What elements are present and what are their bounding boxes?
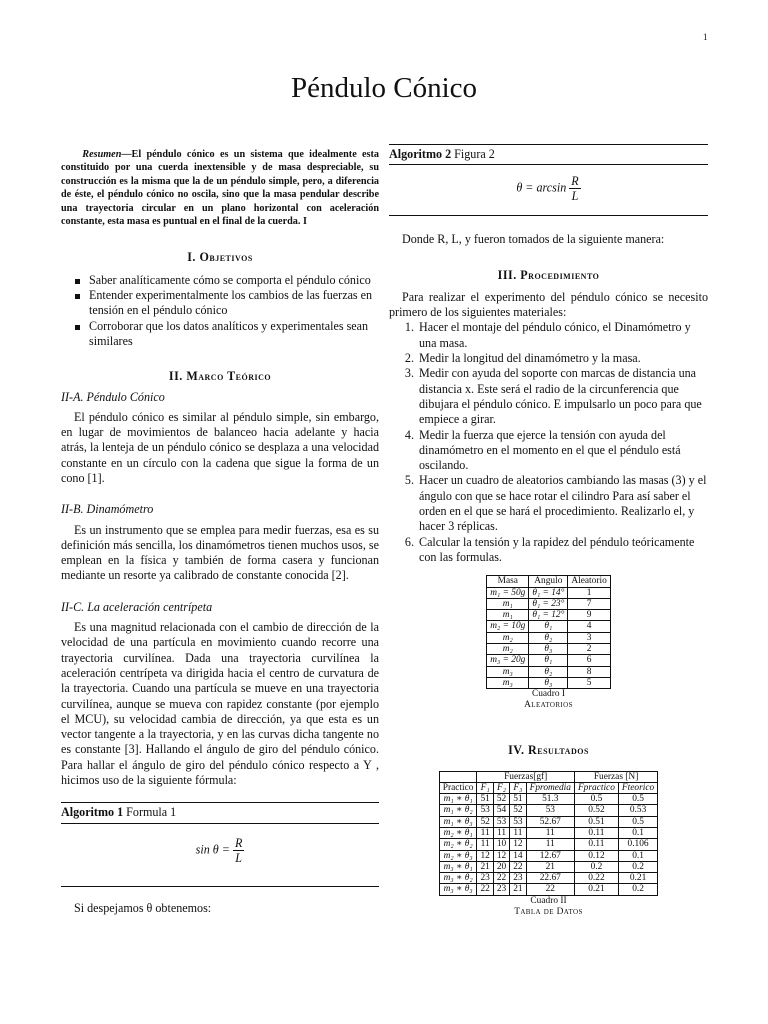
section-procedimiento-heading: III. Procedimiento — [497, 267, 600, 282]
table1-cell: θ₁ — [529, 655, 568, 666]
table1-cell: m₃ — [487, 677, 529, 688]
procedimiento-step: 1. Hacer el montaje del péndulo cónico, el Dinamómetro y una masa. — [417, 320, 708, 351]
abstract-label: Resumen — [82, 149, 122, 160]
table2-cell: 12.67 — [526, 850, 574, 861]
objetivo-item: Saber analíticamente cómo se comporta el péndulo cónico — [89, 273, 379, 288]
procedimiento-intro: Para realizar el experimento del péndulo cónico se necesito primero de los siguientes materiales: — [389, 289, 708, 320]
algorithm-2-numerator: R — [571, 174, 579, 189]
table2-cell: 53 — [510, 816, 526, 827]
table1-cell: 1 — [568, 587, 610, 598]
table2-cell: 23 — [477, 873, 493, 884]
objetivos-list — [61, 273, 379, 349]
table1-cell: m₂ — [487, 644, 529, 655]
table2-row — [439, 873, 657, 884]
table1-cell: 7 — [568, 598, 610, 609]
table2-cell: 52 — [477, 816, 493, 827]
subsection-b-title: II-B. Dinamómetro — [61, 502, 154, 517]
table2-header: Fpromedia — [526, 782, 574, 793]
table2-corner — [439, 771, 477, 782]
algorithm-2-fraction — [569, 174, 580, 203]
table1-row — [487, 621, 611, 632]
table2-header: F₂ — [493, 782, 509, 793]
table2-cell: 21 — [477, 861, 493, 872]
table2-cell: m₂ ∗ θ₃ — [439, 850, 477, 861]
table2-cell: m₃ ∗ θ₃ — [439, 884, 477, 895]
table2-row — [439, 794, 657, 805]
table2-cell: 22 — [477, 884, 493, 895]
table2-cell: 0.21 — [574, 884, 618, 895]
table1-cell: 8 — [568, 666, 610, 677]
table2-cell: 52 — [510, 805, 526, 816]
table1-cell: m₁ — [487, 610, 529, 621]
table1-row — [487, 677, 611, 688]
table2-cell: 11 — [510, 827, 526, 838]
table2-cell: 0.5 — [574, 794, 618, 805]
algorithm-1-denominator: L — [233, 850, 244, 865]
table2-cell: 11 — [493, 827, 509, 838]
right-column — [389, 144, 708, 918]
procedimiento-step: 3. Medir con ayuda del soporte con marcas de distancia una distancia x. Este será el radio de la circunferencia que dibujara el péndulo cónico. E impulsarlo un poco para que empiece a girar. — [417, 366, 708, 427]
table2-cell: 21 — [510, 884, 526, 895]
table2-cell: m₁ ∗ θ₃ — [439, 816, 477, 827]
table2-cell: 11 — [526, 827, 574, 838]
table2-header: Fteorico — [618, 782, 657, 793]
procedimiento-step: 2. Medir la longitud del dinamómetro y la masa. — [417, 351, 708, 366]
table2-cell: 12 — [477, 850, 493, 861]
table2-cell: 0.51 — [574, 816, 618, 827]
table2-cell: 53 — [493, 816, 509, 827]
table2-cell: 20 — [493, 861, 509, 872]
table2-cell: 53 — [477, 805, 493, 816]
table2-cell: 0.1 — [618, 850, 657, 861]
table2-cell: 0.11 — [574, 827, 618, 838]
table2-cell: 53 — [526, 805, 574, 816]
table1-cell: θ₃ — [529, 677, 568, 688]
table2-cell: m₃ ∗ θ₂ — [439, 873, 477, 884]
subsection-a-title: II-A. Péndulo Cónico — [61, 389, 165, 404]
procedimiento-steps — [389, 320, 708, 565]
subsection-a-text: El péndulo cónico es similar al péndulo simple, sin embargo, en lugar de movimientos de balanceo hacia adelante y hacia atrás, la lenteja de un péndulo cónico se desplaza a una velocidad constante en un círculo con la cadena que sigue la forma de un cono [1]. — [61, 409, 379, 485]
table2-cell: m₁ ∗ θ₂ — [439, 805, 477, 816]
table2-cell: 12 — [510, 839, 526, 850]
table1-cell: 5 — [568, 677, 610, 688]
section-marco-heading: II. Marco Teórico — [168, 369, 272, 384]
table2-cell: 51 — [510, 794, 526, 805]
table2-cell: 11 — [477, 827, 493, 838]
table2-cell: 0.106 — [618, 839, 657, 850]
table2-cell: m₂ ∗ θ₂ — [439, 839, 477, 850]
table2-cell: 0.21 — [618, 873, 657, 884]
table1-cell: θ₁ — [529, 621, 568, 632]
table2-cell: m₃ ∗ θ₁ — [439, 861, 477, 872]
objetivo-item: Entender experimentalmente los cambios de las fuerzas en tensión en el péndulo cónico — [89, 288, 379, 319]
table2-cell: 52.67 — [526, 816, 574, 827]
table2-cell: 0.22 — [574, 873, 618, 884]
table1-cell: 2 — [568, 644, 610, 655]
table2-cell: 0.53 — [618, 805, 657, 816]
table2-cell: 21 — [526, 861, 574, 872]
table1-cell: θ₃ — [529, 644, 568, 655]
section-resultados-heading: IV. Resultados — [508, 743, 589, 758]
table1-cell: m₁ — [487, 598, 529, 609]
table2-cell: 0.5 — [618, 794, 657, 805]
algorithm-1-numerator: R — [234, 835, 243, 850]
procedimiento-step: 5. Hacer un cuadro de aleatorios cambiando las masas (3) y el ángulo con que se hace rotar el cilindro Para así saber el orden en el que se hará el procedimiento. Realizarlo el, y hacer 3 réplicas. — [417, 473, 708, 534]
table2-row — [439, 827, 657, 838]
table2-group-header: Fuerzas[gf] — [477, 771, 574, 782]
table1-cell: 9 — [568, 610, 610, 621]
table-datos — [439, 771, 658, 896]
algorithm-1-label: Algoritmo 1 — [61, 805, 124, 820]
table2-cell: m₁ ∗ θ₁ — [439, 794, 477, 805]
table2-row — [439, 884, 657, 895]
table1-cell: 3 — [568, 632, 610, 643]
table2-cell: 0.5 — [618, 816, 657, 827]
abstract-dash: — — [121, 149, 132, 160]
table2-group-header: Fuerzas [N] — [574, 771, 657, 782]
table2-cell: 22.67 — [526, 873, 574, 884]
paper-title: Péndulo Cónico — [290, 72, 478, 104]
table1-header: Angulo — [529, 576, 568, 587]
table2-cell: m₂ ∗ θ₁ — [439, 827, 477, 838]
table2-header: Practico — [439, 782, 477, 793]
algorithm-2-body — [389, 165, 708, 216]
table1-row — [487, 598, 611, 609]
procedimiento-step: 6. Calcular la tensión y la rapidez del péndulo teóricamente con las formulas. — [417, 535, 708, 566]
table2-caption: Tabla de Datos — [514, 906, 583, 917]
table1-cell: m₂ — [487, 632, 529, 643]
table1-caption: Aleatorios — [524, 700, 573, 711]
left-column — [61, 148, 379, 916]
table2-cell: 51.3 — [526, 794, 574, 805]
procedimiento-step: 4. Medir la fuerza que ejerce la tensión con ayuda del dinamómetro en el momento en el que el péndulo está oscilando. — [417, 428, 708, 474]
subsection-c-title: II-C. La aceleración centrípeta — [61, 599, 213, 614]
table1-cell: θ₁ = 23° — [529, 598, 568, 609]
table1-cell: m₂ = 10g — [487, 621, 529, 632]
table1-cell: 4 — [568, 621, 610, 632]
table1-cell: θ₂ — [529, 666, 568, 677]
table2-cell: 0.12 — [574, 850, 618, 861]
table-aleatorios — [486, 575, 611, 689]
algorithm-2-header — [389, 144, 708, 165]
algorithm-2-lhs: θ = arcsin — [516, 180, 567, 195]
algorithm-2-label: Algoritmo 2 — [389, 147, 452, 161]
table1-row — [487, 587, 611, 598]
table2-cell: 11 — [477, 839, 493, 850]
table1-header: Masa — [487, 576, 529, 587]
table2-cell: 14 — [510, 850, 526, 861]
table2-cell: 54 — [493, 805, 509, 816]
table2-cell: 11 — [526, 839, 574, 850]
table2-cell: 52 — [493, 794, 509, 805]
algorithm-1-body — [61, 824, 379, 887]
table1-cell: m₃ = 20g — [487, 655, 529, 666]
table1-caption-number: Cuadro I — [531, 689, 566, 700]
table2-cell: 22 — [493, 873, 509, 884]
algorithm-2-denominator: L — [569, 188, 580, 203]
table2-cell: 51 — [477, 794, 493, 805]
table1-cell: θ₁ = 14° — [529, 587, 568, 598]
section-objetivos-heading: I. Objetivos — [187, 250, 253, 265]
abstract — [61, 148, 379, 228]
table2-cell: 0.1 — [618, 827, 657, 838]
algorithm-1-name: Formula 1 — [126, 805, 177, 820]
table2-row — [439, 861, 657, 872]
abstract-text: El péndulo cónico es un sistema que idealmente esta constituido por una cuerda inextensible y de masa despreciable, su construcción es la misma que la de un péndulo simple, pero, a diferencia de éste, el péndulo cónico no oscila, sino que la masa pendular describe una trayectoria circular en un plano horizontal con aceleración constante, esta masa es puntual en el final de la cuerda. I — [61, 149, 380, 228]
table2-cell: 0.11 — [574, 839, 618, 850]
table2-header: Fpractico — [574, 782, 618, 793]
table1-header: Aleatorio — [568, 576, 610, 587]
after-algorithm-1-text: Si despejamos θ obtenemos: — [74, 900, 212, 915]
subsection-b-text: Es un instrumento que se emplea para medir fuerzas, esa es su definición más sencilla, los dinamómetros tienen muchos usos, se emplean en la física y también de forma casera y funcionan mediante un resorte ya calibrado de constante conocida [2]. — [61, 522, 379, 583]
table1-row — [487, 655, 611, 666]
table2-cell: 0.52 — [574, 805, 618, 816]
table1-cell: m₃ — [487, 666, 529, 677]
table2-cell: 22 — [526, 884, 574, 895]
table1-row — [487, 644, 611, 655]
algorithm-1-header — [61, 802, 379, 823]
table2-cell: 10 — [493, 839, 509, 850]
table1-cell: m₁ = 50g — [487, 587, 529, 598]
objetivo-item: Corroborar que los datos analíticos y experimentales sean similares — [89, 319, 379, 350]
table2-header: F₁ — [477, 782, 493, 793]
table2-caption-number: Cuadro II — [530, 895, 567, 906]
algorithm-1-fraction — [233, 836, 244, 865]
table2-cell: 23 — [510, 873, 526, 884]
table2-cell: 0.2 — [618, 861, 657, 872]
table2-cell: 22 — [510, 861, 526, 872]
table1-cell: θ₁ = 12° — [529, 610, 568, 621]
after-algorithm-2-text: Donde R, L, y fueron tomados de la siguiente manera: — [402, 232, 665, 247]
table1-cell: θ₂ — [529, 632, 568, 643]
algorithm-2-name: Figura 2 — [454, 147, 495, 161]
table1-row — [487, 632, 611, 643]
table2-header: F₃ — [510, 782, 526, 793]
table2-row — [439, 816, 657, 827]
table2-cell: 0.2 — [618, 884, 657, 895]
table1-row — [487, 610, 611, 621]
table2-cell: 23 — [493, 884, 509, 895]
table2-row — [439, 805, 657, 816]
table2-cell: 0.2 — [574, 861, 618, 872]
algorithm-1-lhs: sin θ = — [195, 841, 230, 856]
table1-row — [487, 666, 611, 677]
table1-cell: 6 — [568, 655, 610, 666]
page-number: 1 — [703, 32, 708, 42]
subsection-c-text: Es una magnitud relacionada con el cambio de dirección de la velocidad de una partícula en movimiento cuando recorre una trayectoria curvilínea. Dada una trayectoria curvilínea la aceleración centrípeta va dirigida hacia el centro de curvatura de la trayectoria. Cuando una partícula se mueve en una trayectoria curvilínea, aunque se mueva con rapidez constante (por ejemplo el MCU), su velocidad cambia de dirección, ya que esta es un vector tangente a la trayectoria, y en las curvas dicha tangente no es constante [3]. Hallando el ángulo de giro del péndulo cónico. Para hallar el ángulo de giro del péndulo cónico respecto a Y , hicimos uso de la siguiente fórmula: — [61, 620, 379, 788]
table2-cell: 12 — [493, 850, 509, 861]
table2-row — [439, 850, 657, 861]
table2-row — [439, 839, 657, 850]
